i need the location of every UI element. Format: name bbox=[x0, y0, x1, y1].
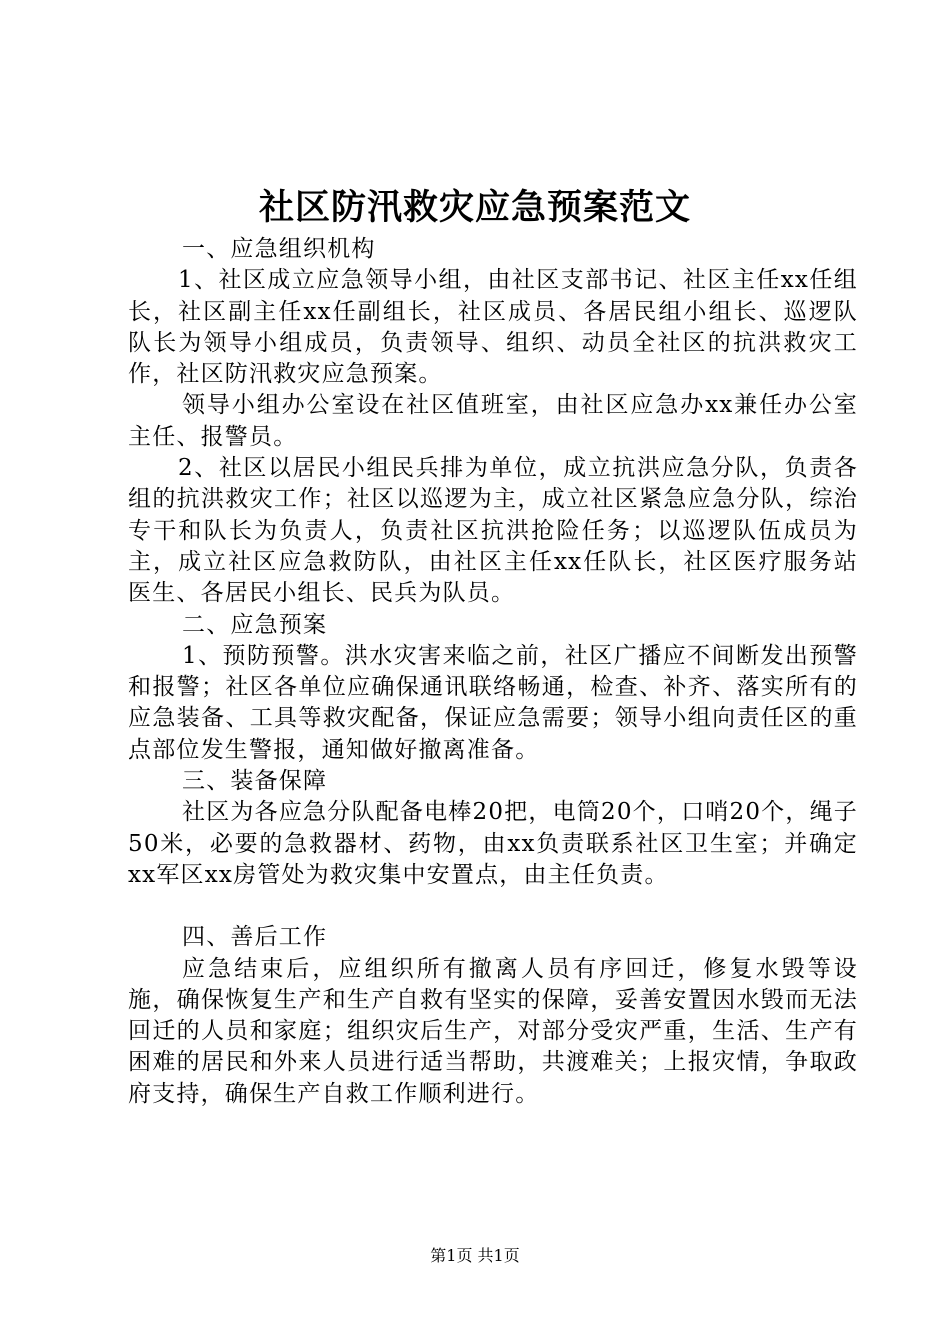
paragraph: 应急结束后，应组织所有撤离人员有序回迁，修复水毁等设施，确保恢复生产和生产自救有坚实的保障，妥善安置因水毁而无法回迁的人员和家庭；组织灾后生产，对部分受灾严重，生活、生产有困难的居民和外来人员进行适当帮助，共渡难关；上报灾情，争取政府支持，确保生产自救工作顺利进行。 bbox=[128, 955, 858, 1107]
paragraph: 领导小组办公室设在社区值班室，由社区应急办xx兼任办公室主任、报警员。 bbox=[128, 392, 858, 450]
blank-line bbox=[128, 891, 858, 922]
section-heading: 二、应急预案 bbox=[182, 611, 328, 638]
document-body bbox=[128, 234, 858, 1110]
section-heading: 一、应急组织机构 bbox=[182, 236, 376, 262]
paragraph: 社区为各应急分队配备电棒20把，电筒20个，口哨20个，绳子50米，必要的急救器材、药物，由xx负责联系社区卫生室；并确定xx军区xx房管处为救灾集中安置点，由主任负责。 bbox=[128, 799, 858, 888]
paragraph: 1、预防预警。洪水灾害来临之前，社区广播应不间断发出预警和报警；社区各单位应确保通讯联络畅通，检查、补齐、落实所有的应急装备、工具等救灾配备，保证应急需要；领导小组向责任区的重点部位发生警报，通知做好撤离准备。 bbox=[128, 642, 858, 763]
paragraph: 2、社区以居民小组民兵排为单位，成立抗洪应急分队，负责各组的抗洪救灾工作；社区以巡逻为主，成立社区紧急应急分队，综治专干和队长为负责人，负责社区抗洪抢险任务；以巡逻队伍成员为主，成立社区应急救防队，由社区主任xx任队长，社区医疗服务站医生、各居民小组长、民兵为队员。 bbox=[128, 455, 858, 607]
section-heading: 三、装备保障 bbox=[182, 768, 328, 795]
page-title: 社区防汛救灾应急预案范文 bbox=[258, 187, 691, 228]
section-heading: 四、善后工作 bbox=[182, 924, 328, 951]
paragraph: 1、社区成立应急领导小组，由社区支部书记、社区主任xx任组长，社区副主任xx任副组长，社区成员、各居民组小组长、巡逻队队长为领导小组成员，负责领导、组织、动员全社区的抗洪救灾工作，社区防汛救灾应急预案。 bbox=[128, 267, 858, 388]
page-footer: 第1页 共1页 bbox=[430, 1246, 520, 1265]
